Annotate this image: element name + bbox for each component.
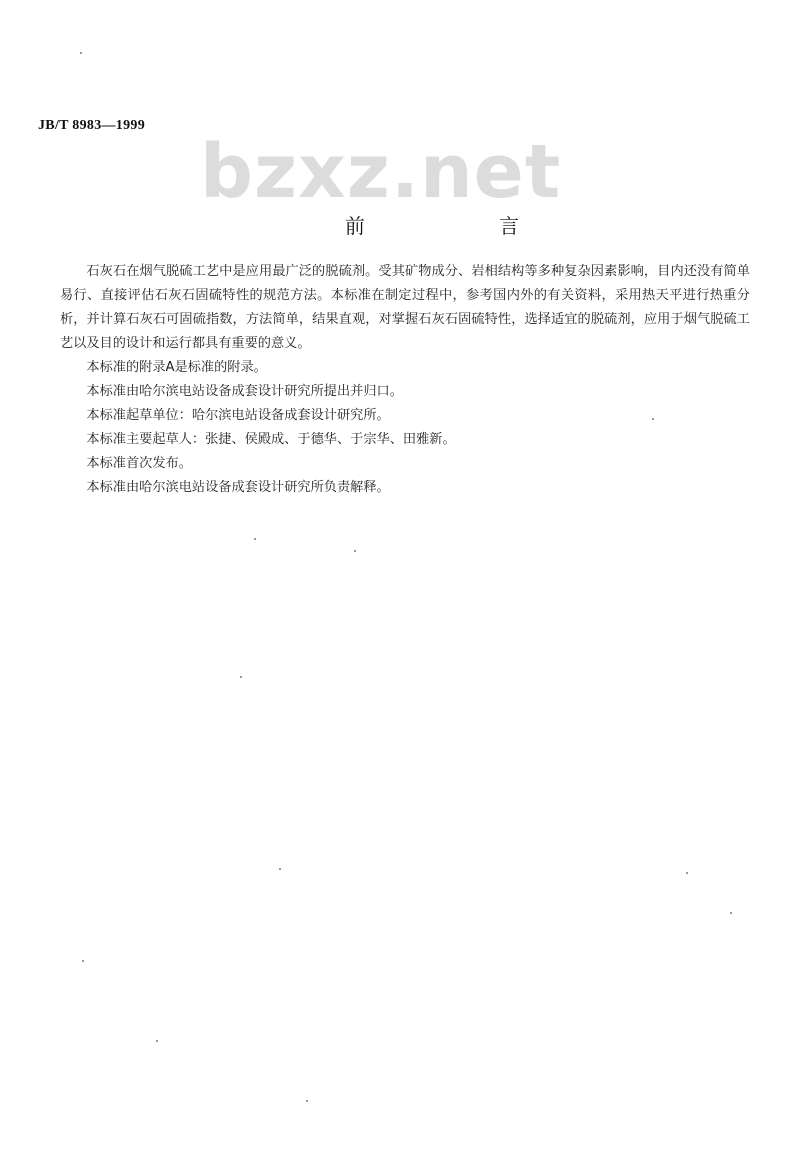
scan-speck xyxy=(240,676,242,678)
scan-speck xyxy=(354,550,356,552)
body-line-appendix: 本标准的附录A是标准的附录。 xyxy=(86,360,267,375)
scan-speck xyxy=(730,912,732,914)
body-line-first-release: 本标准首次发布。 xyxy=(86,456,192,471)
body-line-drafting-unit: 本标准起草单位：哈尔滨电站设备成套设计研究所。 xyxy=(86,408,390,423)
scan-speck xyxy=(686,872,688,874)
section-title: 前 言 xyxy=(344,214,584,238)
body-line-drafters: 本标准主要起草人：张捷、侯殿成、于德华、于宗华、田雅新。 xyxy=(86,432,456,447)
scan-speck xyxy=(156,1040,158,1042)
watermark: bzxz.net xyxy=(200,129,562,215)
intro-paragraph: 石灰石在烟气脱硫工艺中是应用最广泛的脱硫剂。受其矿物成分、岩相结构等多种复杂因素影响，目内还没有简单易行、直接评估石灰石固硫特性的规范方法。本标准在制定过程中，参考国内外的有关资料，采用热天平进行热重分析，并计算石灰石可固硫指数，方法简单，结果直观，对掌握石灰石固硫特性，选择适宜的脱硫剂，应用于烟气脱硫工艺以及目的设计和运行都具有重要的意义。 xyxy=(60,264,750,351)
scan-speck xyxy=(279,868,281,870)
scan-speck xyxy=(652,418,654,420)
scan-speck xyxy=(254,538,256,540)
scan-speck xyxy=(306,1100,308,1102)
foreword-body xyxy=(60,260,750,500)
standard-code: JB/T 8983—1999 xyxy=(38,118,146,133)
body-line-proposer: 本标准由哈尔滨电站设备成套设计研究所提出并归口。 xyxy=(86,384,403,399)
scan-speck xyxy=(80,52,82,54)
scan-speck xyxy=(82,960,84,962)
body-line-interpretation: 本标准由哈尔滨电站设备成套设计研究所负责解释。 xyxy=(86,480,390,495)
